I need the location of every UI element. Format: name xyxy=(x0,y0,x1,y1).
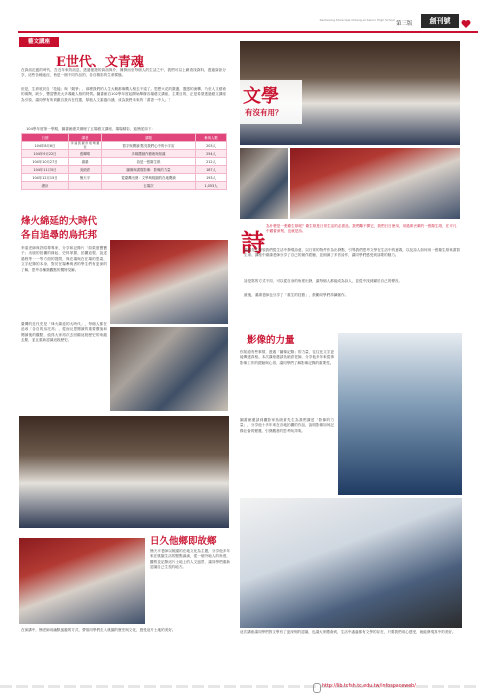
cell-topic: 寫字與閱讀 點亮我們心中的小宇宙 xyxy=(102,142,196,150)
col-header-topic: 講題 xyxy=(102,134,196,142)
article2-title-line1: 烽火綿延的大時代 xyxy=(21,216,98,227)
article1-p2: 但是，生命底於自「技能」與「競爭」，那麼我們的人生大概都像機人相去不遠了。思想火花的激盪，靈感的流轉，乃至人文藝術的薄陶，缺少，豐富豐美大多義範人格的特質。圖書館自102學年度起開始舉辦各場藝文講座，主要目的，正是希望透過藝文講座為引領，讓同學有所貢獻自我內在性靈，厚植人文素養內涵，成為我們未來的「書香一中人」！ xyxy=(21,87,226,102)
article4-p1: 簡天平老師以桃園的在地文化為主題，分享他多年來在桃園生活的點點滴滴，從一個外地人的角度，觀察並記錄這片土地上的人文風景，讓同學們重新認識自己生長的地方。 xyxy=(150,549,230,570)
poem-p1: 鴻鴻先生帶領我們從生活中發現詩意，以日常的物件作為出發點，引導我們思考文學在生活中的意義，以及詩人如何用一張衛生紙來書寫生命。講座中鴻鴻老師分享了自己的創作經驗，並朗讀了多首詩作，讓同學們感受到詩歌的魅力。 xyxy=(244,248,460,258)
col-header-count: 參與人數 xyxy=(196,134,227,142)
cell-date: 104年11月5日 xyxy=(22,166,69,174)
heart-logo-icon xyxy=(461,14,471,24)
cell-count: 212人 xyxy=(196,158,227,166)
poem-big-char: 詩 xyxy=(241,228,265,257)
literature-subtitle: 有沒有用？ xyxy=(245,108,283,117)
article2-p1: 李遠老師與許昭尊專家，分享和記錄片「如果夏寶寶子」出版的拍攝的緣起、史料掌握、拍攝追製、說述過程等一一等方面的提問，與在場與在在場的思索，文字紀錄的本身，對於在場參與者的學生們有更深的了解，思考各種類觀點的獨特見解。 xyxy=(21,246,107,272)
cell-count: 203人 xyxy=(196,142,227,150)
table-row xyxy=(22,166,227,174)
cell-count: 254人 xyxy=(196,150,227,158)
total-count: 1,053人 xyxy=(196,182,227,190)
poem-p3: 最後，鴻鴻老師也分享了「重生的技藝」，鼓勵同學們持續創作。 xyxy=(244,293,349,297)
footer-url-link[interactable]: http://lib.tcfsh.tc.edu.tw/infospaceweb/ xyxy=(322,684,416,689)
bottom-caption: 這次講座讓同學們對文學有了更深刻的認識，也讓大家體會到，生活中處處都有文學的存在，只要我們用心感受，就能發現其中的美好。 xyxy=(240,630,456,634)
crowd-photo xyxy=(19,538,145,624)
section-label: 第三版 xyxy=(396,21,413,27)
table-total-row xyxy=(22,182,227,190)
article4-p2: 在演講中，簡老師用幽默風趣的方式，帶領同學們走入桃園的歷史與文化，感受這片土地的美好。 xyxy=(21,628,176,632)
table-row xyxy=(22,142,227,150)
cell-speaker: 簡天平 xyxy=(69,174,102,182)
cell-date: 104年9月22日 xyxy=(22,150,69,158)
col-header-date: 日期 xyxy=(22,134,69,142)
cell-date: 104年8月6日 xyxy=(22,142,69,150)
col-header-speaker: 講者 xyxy=(69,134,102,142)
author-photo xyxy=(338,333,462,495)
schedule-header-row xyxy=(22,134,227,142)
article2-title-line2: 各自追尋的烏托邦 xyxy=(21,230,98,241)
schedule-table xyxy=(21,133,227,190)
cell-topic: 圖像與書寫影像：影像的力量 xyxy=(102,166,196,174)
cell-count: 187人 xyxy=(196,166,227,174)
footer-bar xyxy=(0,680,479,700)
table-row xyxy=(22,174,227,182)
students-group-photo-1 xyxy=(110,240,228,324)
cell-speaker: 鴻鴻 xyxy=(69,158,102,166)
cell-date: 104年12月15日 xyxy=(22,174,69,182)
audience-photo xyxy=(290,148,460,219)
article4-title: 日久他鄉即故鄉 xyxy=(150,536,217,547)
issue-label: 創刊號 xyxy=(421,14,459,28)
cell-topic: 多媒體創作藝術與知識 xyxy=(102,150,196,158)
cell-speaker: 李 遠 凱 龍 許 昭 晴 羅 冠 xyxy=(69,142,102,150)
table-row xyxy=(22,158,227,166)
speaker-with-students-photo xyxy=(240,498,462,628)
total-value: 五場次 xyxy=(102,182,196,190)
cell-speaker: 吳碩倉 xyxy=(69,166,102,174)
cell-date: 104年10月27日 xyxy=(22,158,69,166)
poem-lead: 為什麼是一張衛生紙呢？衛生紙是日常生活的必需品，我們離不開它，我們日日使用，用過即丟棄的一張衛生紙，在平凡中藏著深刻，也就是詩。 xyxy=(266,224,457,234)
cell-speaker: 張暉晴 xyxy=(69,150,102,158)
header-rule xyxy=(18,31,478,33)
literature-title: 文學 xyxy=(243,86,279,107)
page-header xyxy=(0,0,479,36)
poem-p2: 詩是寫的方式不同，可以從自身的角度出發，讓每個人都能成為詩人，並從中找到屬於自己的聲音。 xyxy=(244,279,403,283)
article1-p1: 在資訊氾濫的時代，吾近年來的訊息，透過便捷的資訊與介，擁擠而至每個人的生活之中，我們可以上網查找資料，透過資訊分享，這些各種途徑，皆是一個不同作品的，各自精彩的生命樣態。 xyxy=(21,68,226,78)
students-group-photo-2 xyxy=(110,327,228,411)
article1-title: E世代、文青魂 xyxy=(56,55,144,70)
literature-overlay xyxy=(240,80,302,124)
article3-p2: 圖書館邀請到攝影家吳碩倉先生為我們講述「影像的力量」，分享他十多年來在各地拍攝的作品，說明影像如何記錄社會的變遷，引發觀者的思考與共鳴。 xyxy=(240,418,334,433)
auditorium-photo xyxy=(19,416,229,528)
total-label: 總計 xyxy=(22,182,69,190)
cell-topic: 詩是一張衛生紙 xyxy=(102,158,196,166)
article3-title: 影像的力量 xyxy=(247,335,295,346)
speaker-photo xyxy=(240,148,288,219)
cell-count: 193人 xyxy=(196,174,227,182)
cell-topic: 從臺灣出發：文學與桃園的在地閱讀 xyxy=(102,174,196,182)
article3-p1: 你知道有些事情，透過「圖像記錄」的力量，往往比文字更能傳達真相。本次講座邀請吳碩倉老師，分享他多年來從事影像工作的經驗與心得，讓同學們了解影像記錄的重要性。 xyxy=(240,350,334,365)
header-small-print: Kaohsiung Municipal Chiang-Ai Senior High School xyxy=(319,18,395,22)
table-row xyxy=(22,150,227,158)
column-tag: 藝文講座 xyxy=(19,37,59,47)
footer-mouse-icon xyxy=(313,683,321,693)
article2-p2: 臺灣的近代史是「烽火綿延的大時代」，每個人都在追尋「各自的烏托邦」，從而反思閱讀的重要價值和閱讀後的觀點，值得大家再次去回顧這段歷史的來龍去脈，並且重新認識這段歷史。 xyxy=(21,322,107,343)
article1-p3: 104學年度第一學期，圖書館總共辦理了五場藝文講座，場場精彩，茲簡述如下： xyxy=(26,127,156,131)
